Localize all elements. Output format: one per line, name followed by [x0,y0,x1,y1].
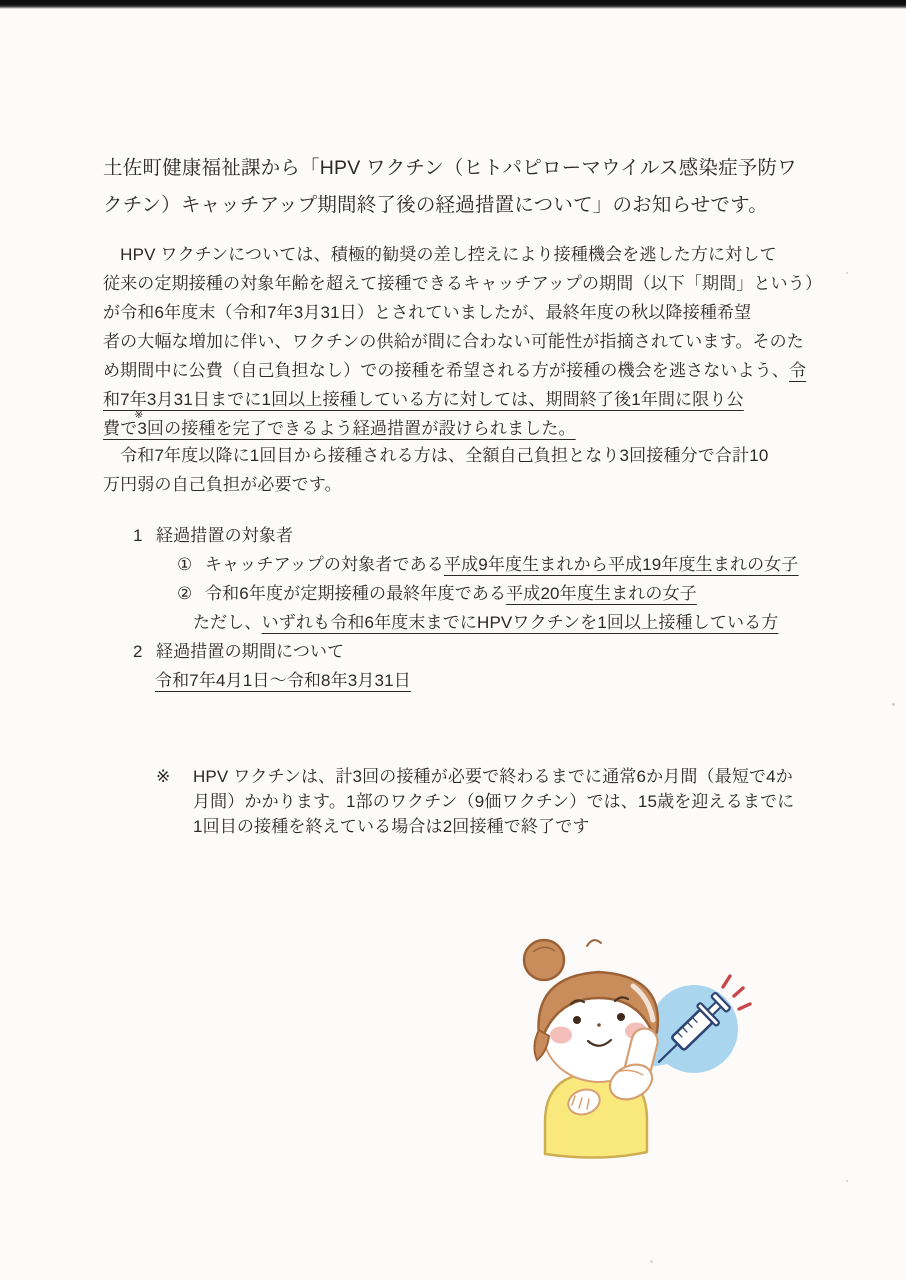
text-line [103,409,843,443]
hair-bun [524,940,564,980]
measure-period [103,666,863,695]
text-line: 従来の定期接種の対象年齢を超えて接種できるキャッチアップの期間（以下「期間」という） [103,274,823,293]
underlined-text: 令 [789,361,807,380]
target-item-1 [103,550,863,579]
title-line: 土佐町健康福祉課から「HPV ワクチン（ヒトパピローマウイルス感染症予防ワ [103,157,797,179]
text-line: が令和6年度末（令和7年3月31日）とされていましたが、最終年度の秋以降接種希望 [103,303,752,322]
text-segment: 3回の接種を完了できるよう経過措置が設けられました。 [137,419,576,438]
eye-right [617,1013,625,1021]
text-line: HPV ワクチンについては、積極的勧奨の差し控えにより接種機会を逃した方に対して [103,245,777,264]
section-heading-text: 経過措置の期間について [156,642,345,661]
text-segment: ただし、 [193,613,262,632]
scan-speck [846,272,848,274]
text-segment: め期間中に公費（自己負担なし）での接種を希望される方が接種の機会を逃さないよう、 [103,361,789,380]
scan-artifact-top-band [0,0,906,9]
underlined-text: 平成20年度生まれの女子 [506,584,697,603]
circled-number-1: ① [177,555,193,574]
footnote [156,764,856,839]
reference-asterisk-mark: ※ [134,409,144,421]
hair-side-lock [534,1030,549,1060]
footnote-text [193,764,794,839]
section-1-heading [103,521,863,550]
scan-speck [650,1260,653,1263]
underlined-text: 令和7年4月1日～令和8年3月31日 [155,671,411,690]
underlined-text: 和7年3月31日までに1回以上接種している方に対しては、期間終了後1年間に限り公 [103,390,744,409]
eye-left [573,1016,581,1024]
condition-note [103,608,863,637]
scan-speck [892,703,895,706]
self-pay-paragraph [103,441,843,499]
nose [597,1023,601,1027]
underlined-text: 費で [103,419,138,438]
cheek-left [550,1027,572,1044]
text-line: 万円弱の自己負担が必要です。 [103,475,342,494]
vaccination-illustration-svg [487,930,787,1165]
text-line: 1回目の接種を終えている場合は2回接種で終了です [193,817,590,836]
text-line: 月間）かかります。1部のワクチン（9価ワクチン）では、15歳を迎えるまでに [193,792,795,811]
girl-figure [524,940,660,1158]
text-line: HPV ワクチンは、計3回の接種が必要で終わるまでに通常6か月間（最短で4か [193,767,793,786]
target-item-2 [103,579,863,608]
vaccination-illustration [487,930,787,1165]
footnote-asterisk-mark: ※ [156,767,171,786]
scan-speck [846,1180,848,1182]
ahoge-strand [587,940,601,946]
circled-number-2: ② [177,584,193,603]
intro-paragraph [103,240,843,443]
underlined-text: いずれも令和6年度末までにHPVワクチンを1回以上接種している方 [261,613,779,632]
underlined-text [134,409,576,438]
text-segment: 令和6年度が定期接種の最終年度である [205,584,507,603]
title-line: クチン）キャッチアップ期間終了後の経過措置について」のお知らせです。 [103,194,768,216]
text-segment: キャッチアップの対象者である [205,555,444,574]
text-line: 者の大幅な増加に伴い、ワクチンの供給が間に合わない可能性が指摘されています。そのた [103,332,804,351]
text-line [103,356,843,385]
numbered-sections [103,521,863,695]
section-heading-text: 経過措置の対象者 [156,526,294,545]
section-number: 1 [133,526,143,545]
underlined-text: 平成9年度生まれから平成19年度生まれの女子 [443,555,799,574]
text-line [103,385,843,414]
notice-title [103,150,843,224]
text-line: 令和7年度以降に1回目から接種される方は、全額自己負担となり3回接種分で合計10 [103,446,769,465]
section-2-heading [103,637,863,666]
section-number: 2 [133,642,143,661]
